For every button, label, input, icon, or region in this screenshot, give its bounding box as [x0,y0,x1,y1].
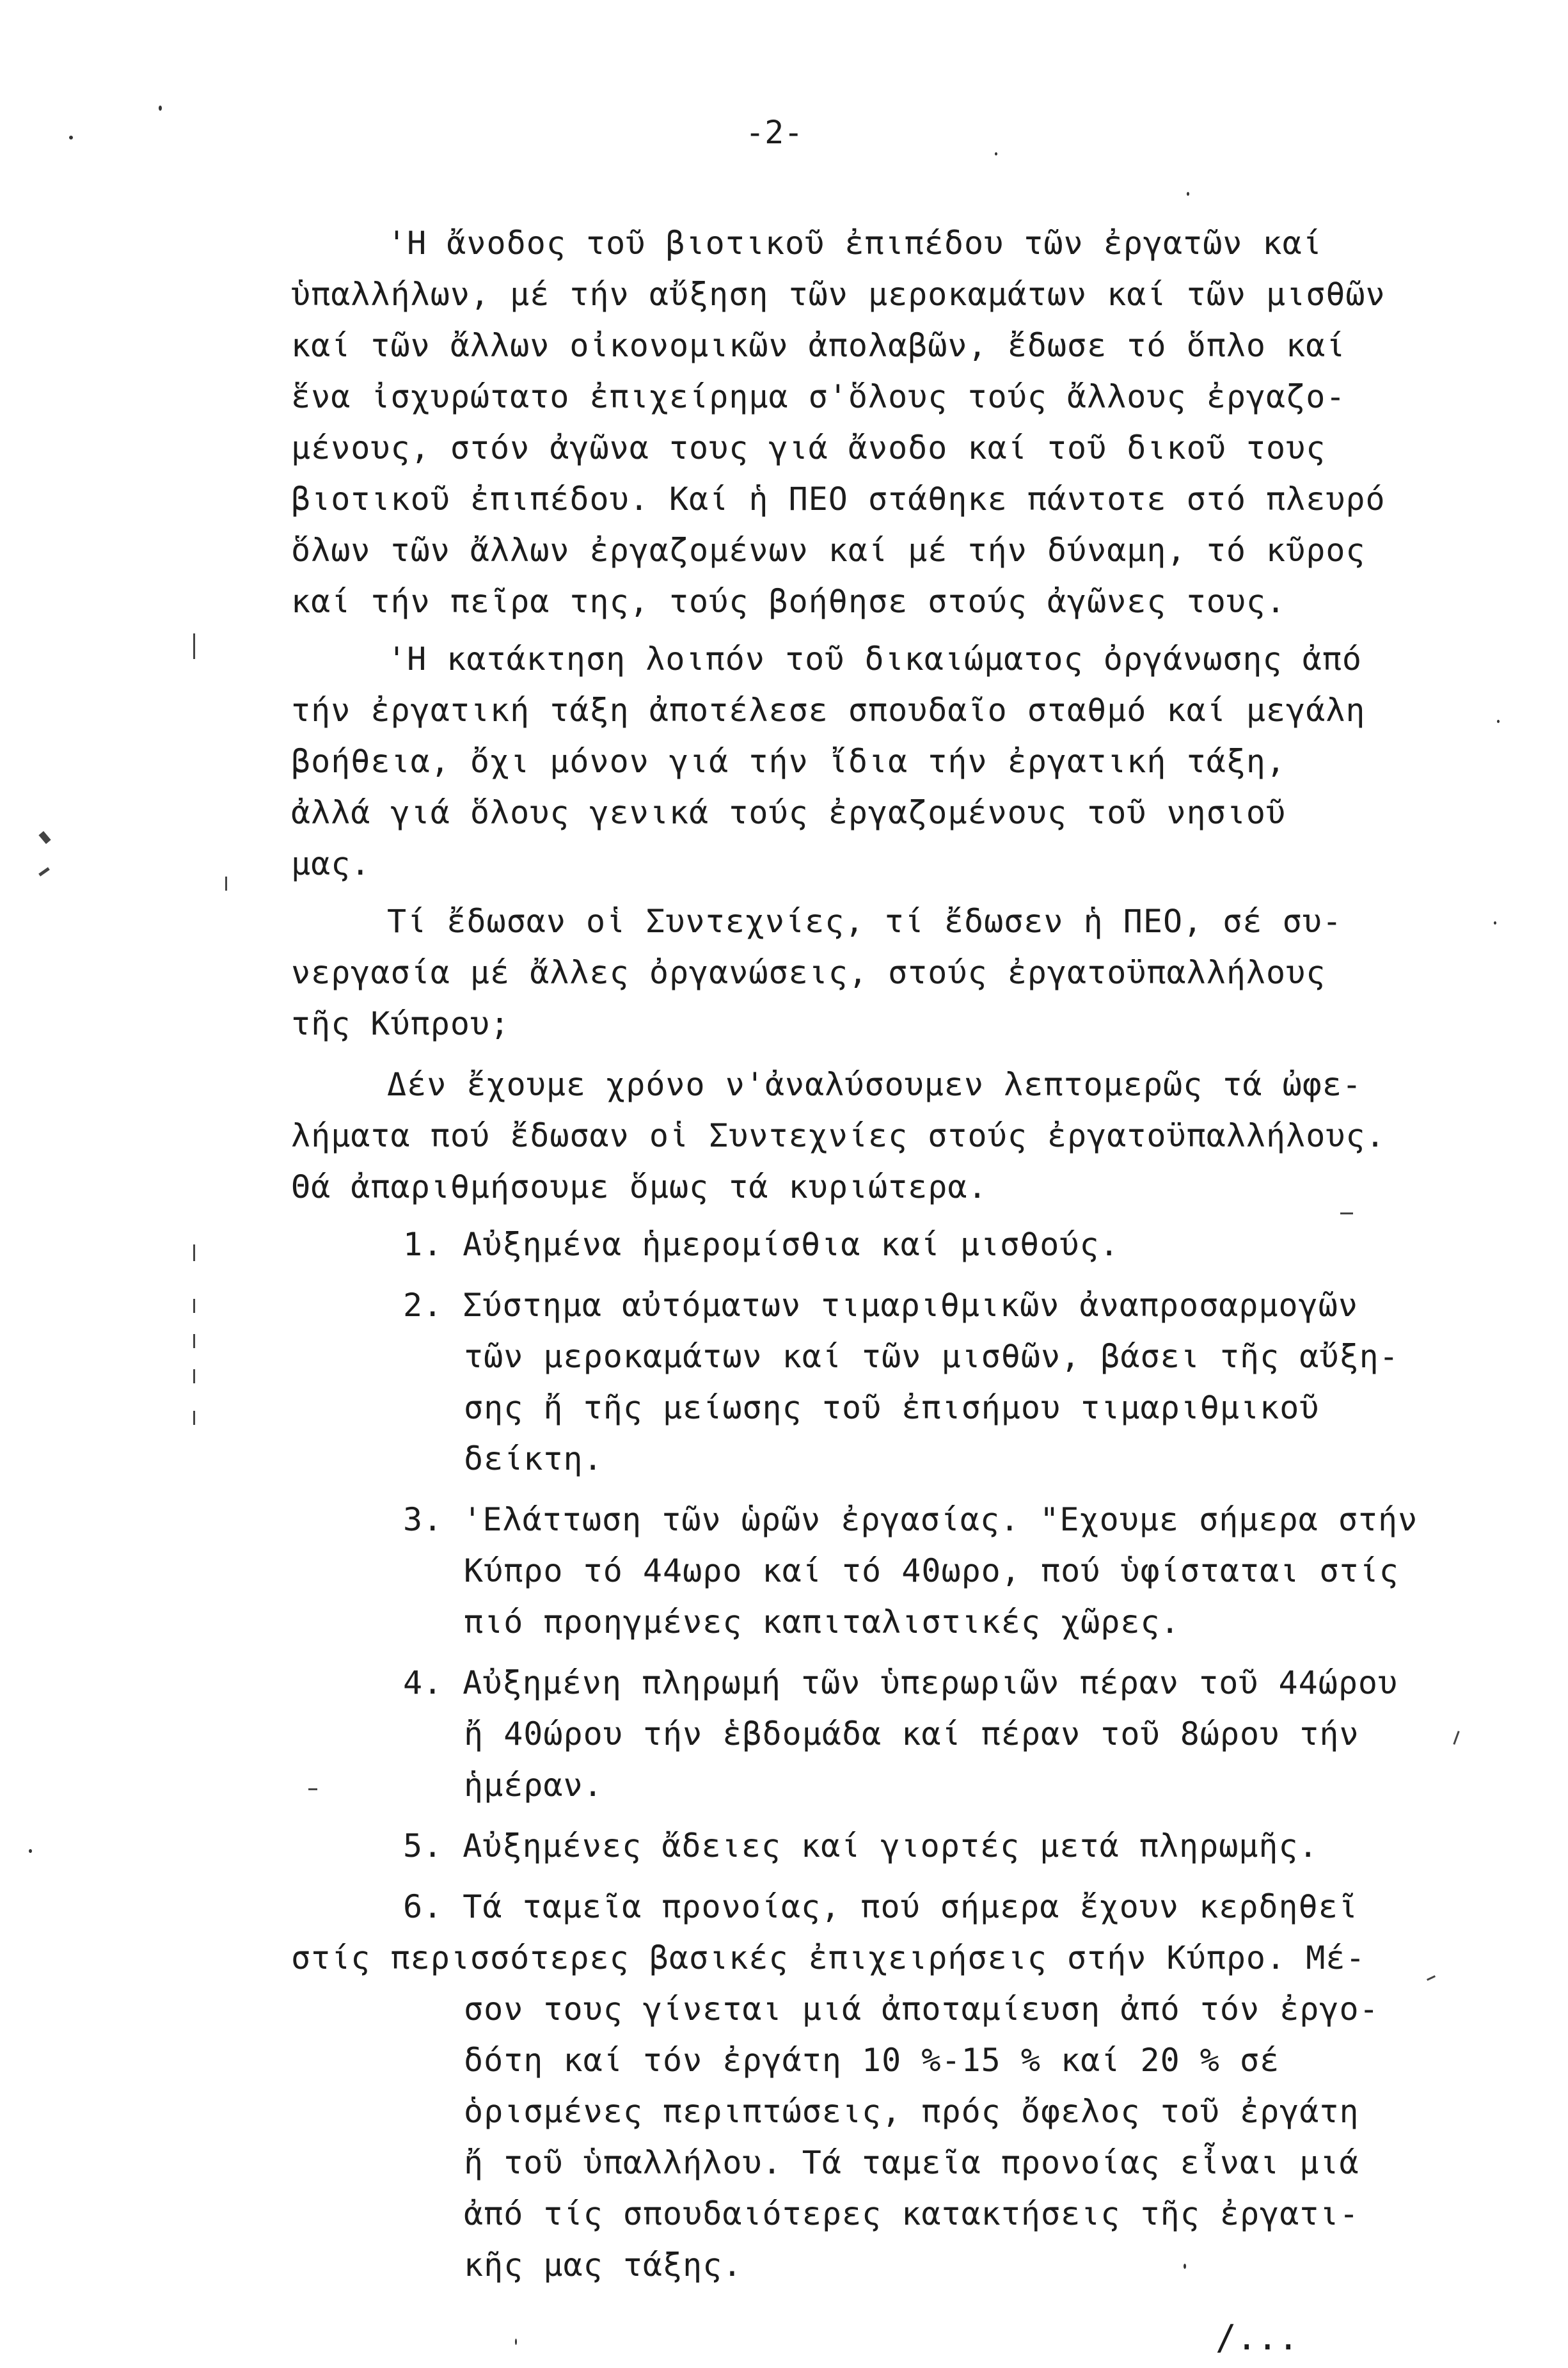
margin-mark [193,1244,195,1261]
continuation-mark: /... [1216,2317,1299,2358]
list-item-6-line-7: ἀπό τίς σπουδαιότερες κατακτήσεις τῆς ἐργατι- [464,2195,1359,2232]
paragraph-4-line-1: Δέν ἔχουμε χρόνο ν'ἀναλύσουμεν λεπτομερῶς τά ὠφε- [387,1066,1363,1103]
scan-speck [29,1849,32,1853]
list-item-6-line-4: δότη καί τόν ἐργάτη 10 %-15 % καί 20 % σέ [464,2042,1280,2079]
margin-mark [193,1299,195,1313]
paragraph-1-line-6: βιοτικοῦ ἐπιπέδου. Καί ἡ ΠΕΟ στάθηκε πάντοτε στό πλευρό [291,481,1386,518]
margin-mark [1427,1975,1436,1981]
paragraph-4-line-2: λήματα πού ἔδωσαν οἱ Συντεχνίες στούς ἐργατοϋπαλλήλους. [291,1117,1386,1154]
list-item-4-line-1: 4. Αὐξημένη πληρωμή τῶν ὑπερωριῶν πέραν τοῦ 44ώρου [403,1664,1398,1701]
scan-speck [515,2339,517,2345]
list-item-6-line-5: ὁρισμένες περιπτώσεις, πρός ὄφελος τοῦ ἐργάτη [464,2093,1359,2130]
margin-mark [193,1411,195,1425]
paragraph-1-line-4: ἕνα ἰσχυρώτατο ἐπιχείρημα σ'ὅλους τούς ἄλλους ἐργαζο- [291,378,1346,415]
paragraph-2-line-5: μας. [291,845,371,882]
scan-speck [995,152,997,155]
list-item-6-line-6: ἤ τοῦ ὑπαλλήλου. Τά ταμεῖα προνοίας εἶναι μιά [464,2144,1359,2181]
scan-speck [1184,2264,1186,2269]
list-item-6-line-1: 6. Τά ταμεῖα προνοίας, πού σήμερα ἔχουν κερδηθεῖ [403,1888,1358,1925]
scan-speck [159,106,162,111]
scan-speck [1494,921,1496,925]
list-item-1-line-1: 1. Αὐξημένα ἡμερομίσθια καί μισθούς. [403,1226,1120,1263]
list-item-4-line-2: ἤ 40ώρου τήν ἑβδομάδα καί πέραν τοῦ 8ώρου τήν [464,1715,1359,1752]
list-item-3-line-3: πιό προηγμένες καπιταλιστικές χῶρες. [464,1603,1180,1641]
list-item-5-line-1: 5. Αὐξημένες ἄδειες καί γιορτές μετά πληρωμῆς. [403,1827,1319,1864]
list-item-2-line-4: δείκτη. [464,1440,603,1477]
paragraph-2-line-1: 'Η κατάκτηση λοιπόν τοῦ δικαιώματος ὀργάνωσης ἀπό [387,640,1363,678]
paragraph-3-line-2: νεργασία μέ ἄλλες ὀργανώσεις, στούς ἐργατοϋπαλλήλους [291,954,1326,991]
paragraph-2-line-3: βοήθεια, ὄχι μόνον γιά τήν ἴδια τήν ἐργατική τάξη, [291,743,1287,780]
scan-speck [1187,192,1189,196]
paragraph-1-line-3: καί τῶν ἄλλων οἰκονομικῶν ἀπολαβῶν, ἔδωσε τό ὅπλο καί [291,327,1346,364]
list-item-6-line-3: σον τους γίνεται μιά ἀποταμίευση ἀπό τόν ἐργο- [464,1991,1379,2028]
paragraph-1-line-5: μένους, στόν ἀγῶνα τους γιά ἄνοδο καί τοῦ δικοῦ τους [291,429,1326,466]
margin-mark [193,633,195,659]
paragraph-3-line-1: Τί ἔδωσαν οἱ Συντεχνίες, τί ἔδωσεν ἡ ΠΕΟ, σέ συ- [387,903,1342,940]
margin-mark [1453,1731,1459,1745]
paragraph-4-line-3: Θά ἀπαριθμήσουμε ὅμως τά κυριώτερα. [291,1168,988,1205]
margin-mark [308,1788,317,1790]
paragraph-2-line-2: τήν ἐργατική τάξη ἀποτέλεσε σπουδαῖο σταθμό καί μεγάλη [291,692,1366,729]
margin-mark [38,867,50,876]
list-item-2-line-2: τῶν μεροκαμάτων καί τῶν μισθῶν, βάσει τῆς αὔξη- [464,1338,1399,1375]
paragraph-1-line-1: 'Η ἄνοδος τοῦ βιοτικοῦ ἐπιπέδου τῶν ἐργατῶν καί [387,225,1322,262]
list-item-3-line-2: Κύπρο τό 44ωρο καί τό 40ωρο, πού ὑφίσταται στίς [464,1552,1399,1589]
list-item-2-line-3: σης ἤ τῆς μείωσης τοῦ ἐπισήμου τιμαριθμικοῦ [464,1389,1320,1426]
list-item-6-line-8: κῆς μας τάξης. [464,2246,743,2284]
margin-mark [38,831,51,844]
paragraph-1-line-2: ὑπαλλήλων, μέ τήν αὔξηση τῶν μεροκαμάτων καί τῶν μισθῶν [291,276,1386,313]
margin-mark [193,1334,195,1348]
list-item-2-line-1: 2. Σύστημα αὐτόματων τιμαριθμικῶν ἀναπροσαρμογῶν [403,1287,1358,1324]
paragraph-2-line-4: ἀλλά γιά ὅλους γενικά τούς ἐργαζομένους τοῦ νησιοῦ [291,794,1287,831]
scan-speck [69,136,73,139]
list-item-3-line-1: 3. 'Ελάττωση τῶν ὡρῶν ἐργασίας. "Εχουμε σήμερα στήν [403,1501,1418,1538]
paragraph-1-line-7: ὅλων τῶν ἄλλων ἐργαζομένων καί μέ τήν δύναμη, τό κῦρος [291,532,1366,569]
list-item-4-line-3: ἡμέραν. [464,1767,603,1804]
page-number: -2- [745,114,804,151]
paragraph-3-line-3: τῆς Κύπρου; [291,1005,511,1042]
margin-mark [1340,1212,1353,1214]
paragraph-1-line-8: καί τήν πεῖρα της, τούς βοήθησε στούς ἀγῶνες τους. [291,583,1287,620]
list-item-6-line-2: στίς περισσότερες βασικές ἐπιχειρήσεις στήν Κύπρο. Μέ- [291,1939,1366,1976]
margin-mark [193,1369,195,1383]
margin-mark [225,877,227,891]
scan-speck [1497,720,1500,723]
